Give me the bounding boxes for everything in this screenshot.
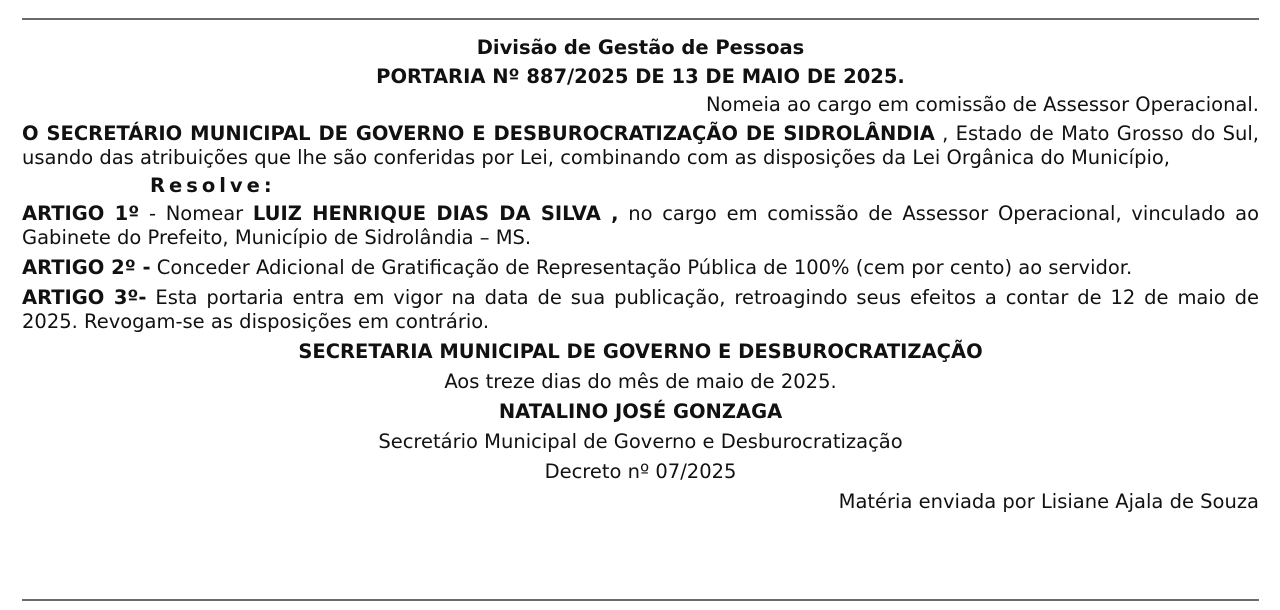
top-divider bbox=[22, 18, 1259, 20]
portaria-title: PORTARIA Nº 887/2025 DE 13 DE MAIO DE 2025. bbox=[376, 65, 905, 88]
portaria-document bbox=[22, 36, 1259, 514]
article-2-label: ARTIGO 2º - bbox=[22, 256, 151, 279]
decree-reference: Decreto nº 07/2025 bbox=[544, 460, 737, 483]
article-3-label: ARTIGO 3º- bbox=[22, 286, 147, 309]
article-1-text-after: no cargo em comissão de Assessor Operacional, vinculado ao Gabinete do Prefeito, Município de Sidrolândia – MS. bbox=[22, 202, 1260, 249]
division-heading: Divisão de Gestão de Pessoas bbox=[476, 36, 805, 59]
sent-by-line: Matéria enviada por Lisiane Ajala de Souza bbox=[838, 490, 1259, 513]
article-3 bbox=[22, 286, 1259, 334]
signer-name: NATALINO JOSÉ GONZAGA bbox=[498, 400, 783, 423]
article-2 bbox=[22, 256, 1259, 280]
resolve-heading: Resolve: bbox=[150, 174, 276, 197]
article-3-text: Esta portaria entra em vigor na data de sua publicação, retroagindo seus efeitos a contar de 12 de maio de 2025. Revogam-se as disposições em contrário. bbox=[22, 286, 1259, 333]
article-1 bbox=[22, 202, 1259, 250]
preamble-text: , Estado de Mato Grosso do Sul, usando das atribuições que lhe são conferidas por Lei, combinando com as disposições da Lei Orgânica do Município, bbox=[22, 122, 1259, 169]
article-1-text-before: - Nomear bbox=[139, 202, 253, 225]
appointee-name: LUIZ HENRIQUE DIAS DA SILVA , bbox=[252, 202, 619, 225]
preamble-authority: O SECRETÁRIO MUNICIPAL DE GOVERNO E DESBUROCRATIZAÇÃO DE SIDROLÂNDIA bbox=[22, 122, 935, 145]
bottom-divider bbox=[22, 599, 1259, 601]
ementa: Nomeia ao cargo em comissão de Assessor Operacional. bbox=[705, 93, 1259, 116]
article-2-text: Conceder Adicional de Gratificação de Representação Pública de 100% (cem por cento) ao servidor. bbox=[150, 256, 1133, 279]
preamble-paragraph bbox=[22, 122, 1259, 170]
article-1-label: ARTIGO 1º bbox=[22, 202, 140, 225]
secretaria-heading: SECRETARIA MUNICIPAL DE GOVERNO E DESBUROCRATIZAÇÃO bbox=[298, 340, 983, 363]
date-line: Aos treze dias do mês de maio de 2025. bbox=[444, 370, 837, 393]
signer-role: Secretário Municipal de Governo e Desburocratização bbox=[378, 430, 903, 453]
